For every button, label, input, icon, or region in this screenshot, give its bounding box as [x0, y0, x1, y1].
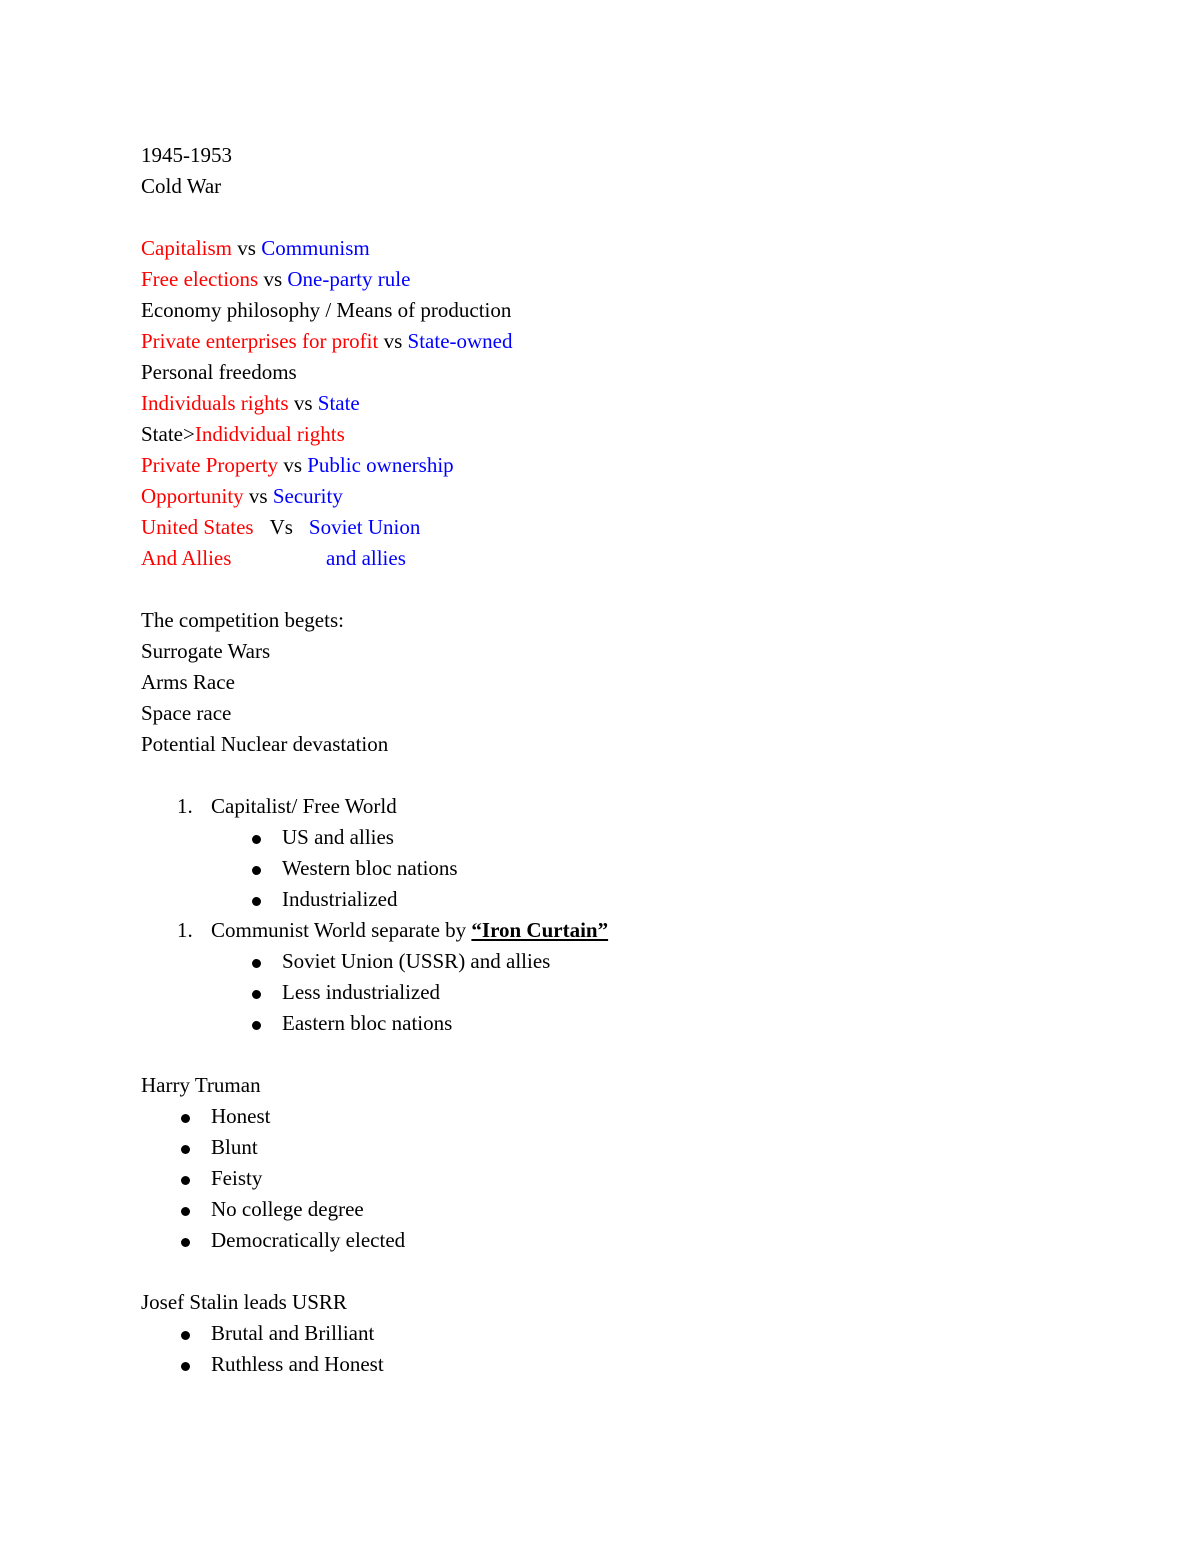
- vs-separator: vs: [278, 453, 308, 477]
- bullet-icon: [252, 835, 261, 844]
- bullet-text: US and allies: [282, 825, 394, 849]
- freedoms-line: Personal freedoms: [141, 360, 297, 384]
- bullet-icon: [181, 1238, 190, 1247]
- bullet-item: [141, 1163, 1141, 1194]
- bullet-text: Honest: [211, 1104, 271, 1128]
- bullet-item: [141, 884, 1141, 915]
- soviet-term: Security: [272, 484, 343, 508]
- comparison-rights: [141, 388, 1141, 419]
- list-number: 1.: [177, 794, 193, 818]
- bullet-icon: [181, 1362, 190, 1371]
- bullet-text: Brutal and Brilliant: [211, 1321, 375, 1345]
- bullet-icon: [181, 1114, 190, 1123]
- bullet-item: [141, 1132, 1141, 1163]
- list-label: Communist World separate by: [211, 918, 472, 942]
- vs-separator: vs: [378, 329, 408, 353]
- us-term: United States: [141, 515, 254, 539]
- competition-item: Surrogate Wars: [141, 639, 271, 663]
- bullet-icon: [252, 959, 261, 968]
- bullet-icon: [252, 897, 261, 906]
- soviet-term: Soviet Union: [308, 515, 421, 539]
- bullet-text: Feisty: [211, 1166, 263, 1190]
- competition-item: Space race: [141, 701, 232, 725]
- soviet-term: One-party rule: [287, 267, 411, 291]
- us-term: And Allies: [141, 546, 232, 570]
- soviet-term: Public ownership: [307, 453, 454, 477]
- list-label: Capitalist/ Free World: [211, 794, 397, 818]
- vs-separator: vs: [288, 391, 318, 415]
- bullet-text: Ruthless and Honest: [211, 1352, 384, 1376]
- state-term: State>: [141, 422, 195, 446]
- vs-separator: Vs: [269, 515, 293, 539]
- bullet-text: Western bloc nations: [282, 856, 458, 880]
- bullet-text: Democratically elected: [211, 1228, 406, 1252]
- list-number: 1.: [177, 918, 193, 942]
- bullet-icon: [181, 1207, 190, 1216]
- us-term: Capitalism: [141, 236, 232, 260]
- us-term: Private enterprises for profit: [141, 329, 379, 353]
- bullet-text: Industrialized: [282, 887, 398, 911]
- bullet-icon: [252, 866, 261, 875]
- bullet-item: [141, 1194, 1141, 1225]
- comparison-elections: [141, 264, 1141, 295]
- comparison-capitalism: [141, 233, 1141, 264]
- bullet-item: [141, 822, 1141, 853]
- bullet-item: [141, 946, 1141, 977]
- numbered-item-capitalist: [141, 791, 1141, 822]
- bullet-item: [141, 853, 1141, 884]
- soviet-term: State-owned: [407, 329, 513, 353]
- competition-heading: The competition begets:: [141, 608, 344, 632]
- soviet-term: Communism: [261, 236, 370, 260]
- us-term: Individuals rights: [141, 391, 289, 415]
- us-term: Free elections: [141, 267, 259, 291]
- bullet-icon: [181, 1176, 190, 1185]
- bullet-text: No college degree: [211, 1197, 364, 1221]
- years-line: 1945-1953: [141, 143, 232, 167]
- topic-line: Cold War: [141, 174, 222, 198]
- bullet-item: [141, 1349, 1141, 1380]
- bullet-icon: [252, 990, 261, 999]
- blank-line: [141, 574, 1141, 605]
- bullet-item: [141, 1008, 1141, 1039]
- economy-line: Economy philosophy / Means of production: [141, 298, 512, 322]
- us-term: Private Property: [141, 453, 279, 477]
- soviet-term: and allies: [326, 546, 406, 570]
- comparison-opportunity: [141, 481, 1141, 512]
- rights-term: Indidvidual rights: [194, 422, 345, 446]
- competition-item: Potential Nuclear devastation: [141, 732, 389, 756]
- us-term: Opportunity: [141, 484, 244, 508]
- bullet-text: Soviet Union (USSR) and allies: [282, 949, 551, 973]
- blank-line: [141, 1039, 1141, 1070]
- bullet-text: Blunt: [211, 1135, 258, 1159]
- bullet-icon: [252, 1021, 261, 1030]
- document-body: [141, 140, 1141, 1380]
- bullet-item: [141, 1318, 1141, 1349]
- comparison-property: [141, 450, 1141, 481]
- iron-curtain-term: “Iron Curtain”: [471, 918, 609, 942]
- bullet-item: [141, 1225, 1141, 1256]
- truman-heading: Harry Truman: [141, 1073, 261, 1097]
- state-over-rights: [141, 419, 1141, 450]
- bullet-icon: [181, 1145, 190, 1154]
- bullet-item: [141, 1101, 1141, 1132]
- blank-line: [141, 760, 1141, 791]
- competition-item: Arms Race: [141, 670, 235, 694]
- bullet-text: Less industrialized: [282, 980, 441, 1004]
- blank-line: [141, 1256, 1141, 1287]
- bullet-item: [141, 977, 1141, 1008]
- soviet-term: State: [317, 391, 360, 415]
- numbered-item-communist: [141, 915, 1141, 946]
- bullet-text: Eastern bloc nations: [282, 1011, 453, 1035]
- blank-line: [141, 202, 1141, 233]
- comparison-enterprise: [141, 326, 1141, 357]
- vs-separator: vs: [258, 267, 288, 291]
- bullet-icon: [181, 1331, 190, 1340]
- comparison-allies: [141, 543, 1141, 574]
- comparison-nations: [141, 512, 1141, 543]
- vs-separator: vs: [232, 236, 262, 260]
- stalin-heading: Josef Stalin leads USRR: [141, 1290, 347, 1314]
- vs-separator: vs: [243, 484, 273, 508]
